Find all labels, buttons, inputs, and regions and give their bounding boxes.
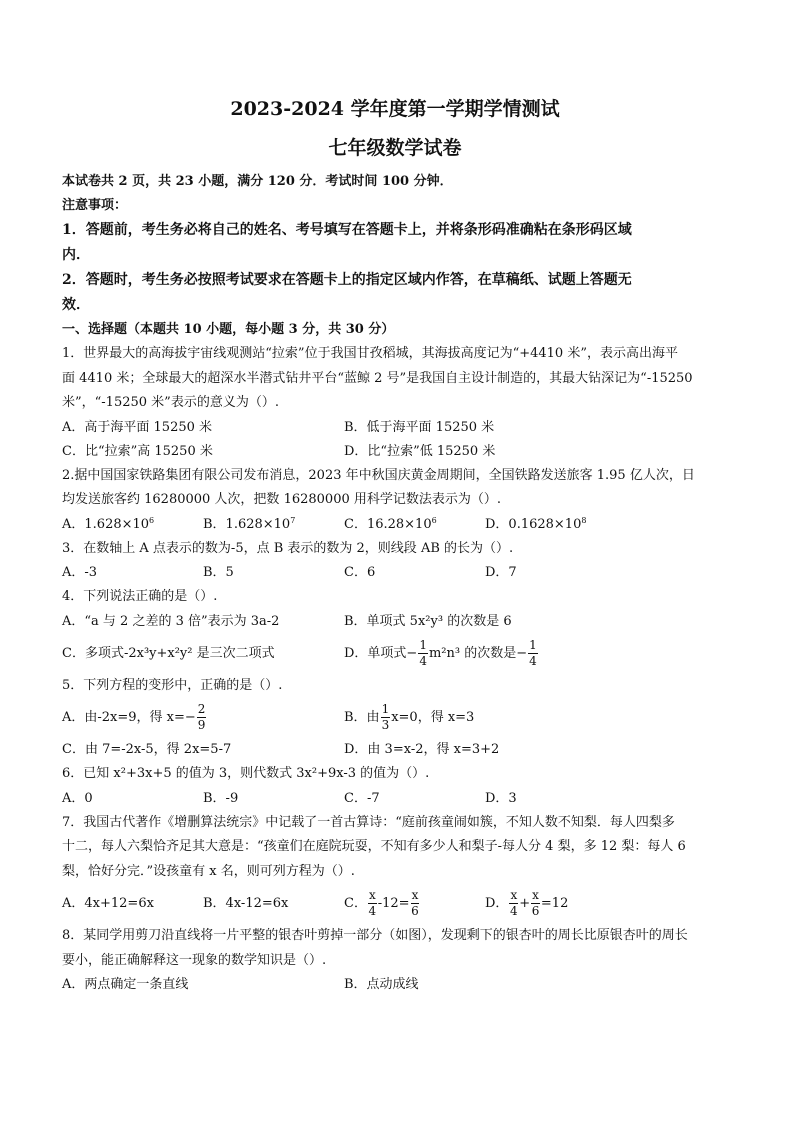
fraction: $\frac{2}{9}$ (197, 702, 206, 732)
option-d: D．$0.1628\times 10^8$ (485, 515, 587, 532)
question-3-options (62, 561, 728, 585)
option-d: D． $\frac{x}{4}$ + $\frac{x}{6}$ =12 (485, 888, 569, 918)
option-c: C．比“拉索”高 15250 米 (62, 443, 213, 459)
option-a: A．两点确定一条直线 (62, 977, 189, 992)
question-6-options (62, 787, 728, 811)
option-d: D．7 (485, 565, 517, 580)
question-1-line-3: 米”，“-15250 米”表示的意义为（）. (62, 395, 279, 410)
option-b: B．点动成线 (344, 977, 419, 992)
question-2-line-1: 2.据中国国家铁路集团有限公司发布消息，2023 年中秋国庆黄金周期间，全国铁路发送旅客 1.95 亿人次，日 (62, 467, 695, 483)
question-3-stem: 3．在数轴上 A 点表示的数为-5，点 B 表示的数为 2，则线段 AB 的长为（）. (62, 540, 514, 556)
question-7-line-1: 7．我国古代著作《增删算法统宗》中记载了一首古算诗：“庭前孩童闹如簇，不知人数不知梨．每人四梨多 (62, 814, 675, 830)
question-2 (62, 464, 728, 537)
question-8-line-1: 8．某同学用剪刀沿直线将一片平整的银杏叶剪掉一部分（如图），发现剩下的银杏叶的周长比原银杏叶的周长 (62, 928, 688, 943)
option-b: B．由 $\frac{1}{3}$ x=0，得 x=3 (344, 702, 475, 732)
fraction: $\frac{x}{6}$ (531, 888, 540, 918)
question-5-options-row-1 (62, 698, 728, 738)
option-c: C．$16.28\times 10^6$ (344, 515, 437, 532)
question-8-line-2: 要小，能正确解释这一现象的数学知识是（）. (62, 952, 327, 968)
option-d: D．由 3=x-2，得 x=3+2 (344, 742, 500, 757)
question-1-line-2: 面 4410 米；全球最大的超深水半潜式钻井平台“蓝鲸 2 号”是我国自主设计制造的，其最大钻深记为“-15250 (62, 370, 693, 386)
option-d: D．单项式− $\frac{1}{4}$ m²n³ 的次数是− $\frac{1}{4}$ (344, 637, 537, 668)
question-1-options-row-1 (62, 416, 728, 440)
question-6-stem: 6．已知 x²+3x+5 的值为 3，则代数式 3x²+9x-3 的值为（）. (62, 766, 430, 781)
fraction: $\frac{1}{4}$ (529, 637, 537, 668)
notice-2-line-1: 2．答题时，考生务必按照考试要求在答题卡上的指定区域内作答，在草稿纸、试题上答题无 (62, 272, 632, 288)
option-b: B．低于海平面 15250 米 (344, 419, 495, 435)
fraction: $\frac{x}{4}$ (510, 888, 518, 918)
question-8 (62, 924, 728, 997)
option-b: B．5 (203, 565, 234, 580)
question-1-line-1: 1．世界最大的高海拔宇宙线观测站“拉索”位于我国甘孜稻城，其海拔高度记为“+4410 米”，表示高出海平 (62, 346, 678, 361)
option-d: D．3 (485, 790, 517, 806)
option-b: B．-9 (203, 790, 239, 806)
question-4 (62, 585, 728, 674)
option-b: B．4x-12=6x (203, 896, 289, 911)
question-8-options (62, 973, 728, 997)
question-4-options-row-1 (62, 610, 728, 634)
question-6 (62, 762, 728, 811)
question-1-options-row-2 (62, 440, 728, 464)
question-1 (62, 342, 728, 464)
page-subtitle: 七年级数学试卷 (328, 137, 462, 159)
question-5 (62, 674, 728, 763)
option-d: D．比“拉索”低 15250 米 (344, 443, 496, 459)
option-a: A．高于海平面 15250 米 (62, 419, 213, 435)
question-3 (62, 537, 728, 586)
option-c: C．由 7=-2x-5，得 2x=5-7 (62, 742, 232, 757)
option-a: A．4x+12=6x (62, 896, 154, 911)
question-7-options (62, 884, 728, 924)
option-c: C． $\frac{x}{4}$ -12= $\frac{x}{6}$ (344, 888, 419, 918)
question-7-line-3: 梨，恰好分完．”设孩童有 x 名，则可列方程为（）. (62, 863, 355, 879)
option-a: A．-3 (62, 565, 98, 580)
fraction: $\frac{1}{3}$ (381, 702, 390, 732)
option-c: C．6 (344, 565, 376, 580)
question-5-options-row-2 (62, 738, 728, 762)
fraction: $\frac{x}{4}$ (368, 888, 377, 918)
page-title: 2023-2024 学年度第一学期学情测试 (230, 98, 560, 120)
option-a: A．0 (62, 790, 93, 806)
question-7 (62, 811, 728, 925)
section-heading: 一、选择题（本题共 10 小题，每小题 3 分，共 30 分） (62, 322, 395, 337)
notice-1-line-1: 1．答题前，考生务必将自己的姓名、考号填写在答题卡上，并将条形码准确粘在条形码区域 (62, 222, 632, 238)
question-4-stem: 4．下列说法正确的是（）. (62, 589, 218, 604)
fraction: $\frac{1}{4}$ (419, 637, 427, 668)
option-b: B．单项式 5x²y³ 的次数是 6 (344, 613, 512, 629)
option-a: A．$1.628\times 10^6$ (62, 515, 155, 532)
option-a: A．“a 与 2 之差的 3 倍”表示为 3a-2 (62, 613, 280, 629)
option-b: B．$1.628\times 10^7$ (203, 515, 296, 532)
question-2-line-2: 均发送旅客约 16280000 人次，把数 16280000 用科学记数法表示为（）. (62, 492, 501, 507)
notice-title: 注意事项： (62, 198, 128, 213)
exam-summary: 本试卷共 2 页，共 23 小题，满分 120 分．考试时间 100 分钟． (62, 174, 453, 189)
option-a: A．由-2x=9，得 x=− $\frac{2}{9}$ (62, 702, 206, 732)
notice-2-line-2: 效． (62, 297, 90, 313)
option-c: C．-7 (344, 790, 380, 806)
option-c: C．多项式-2x³y+x²y² 是三次二项式 (62, 645, 275, 661)
notice-1-line-2: 内． (62, 247, 90, 263)
question-7-line-2: 十二，每人六梨恰齐足其大意是：“孩童们在庭院玩耍，不知有多少人和梨子-每人分 4 梨，多 12 梨：每人 6 (62, 839, 686, 854)
question-5-stem: 5．下列方程的变形中，正确的是（）. (62, 677, 283, 693)
fraction: $\frac{x}{6}$ (411, 888, 419, 918)
question-4-options-row-2 (62, 634, 728, 674)
question-2-options (62, 513, 728, 537)
